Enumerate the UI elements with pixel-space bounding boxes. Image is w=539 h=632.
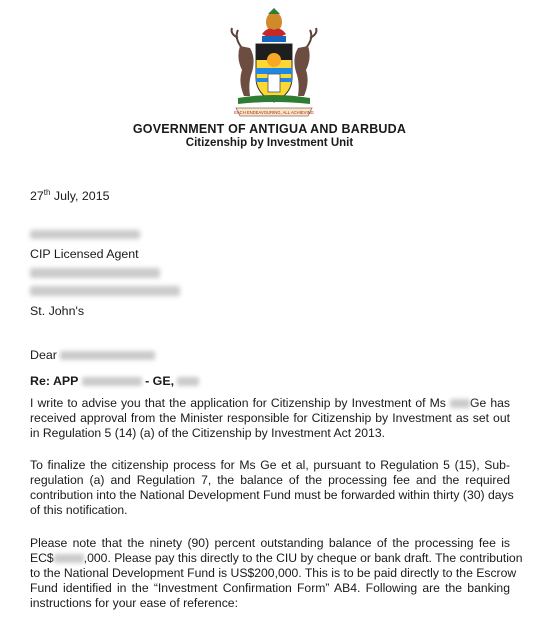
salutation: Dear [30,348,155,362]
paragraph-finalize: To finalize the citizenship process for Ms Ge et al, pursuant to Regulation 5 (15), Sub- regulation (a) and Regulation 7, the balance of the processing fee and the required contribution into the National Development Fund must be forwarded within thirty (30) days of this notification. [30,458,514,517]
paragraph-payment: Please note that the ninety (90) percent outstanding balance of the processing fee is EC$ ,000. Please pay this directly to the CIU by cheque or bank draft. The contribution to the National Development Fund is US$200,000. This is to be paid directly to the Escrow Fund identified in the “Investment Confirmation Form” AB4. Following are the banking instructions for your ease of reference: [30,536,523,610]
subject-line: Re: APP - GE, [30,374,199,388]
recipient-city: St. John's [30,304,85,318]
redacted-address-line2 [30,286,180,296]
letter-date: 27th July, 2015 [30,188,110,204]
government-title: GOVERNMENT OF ANTIGUA AND BARBUDA [132,122,407,136]
unit-title: Citizenship by Investment Unit [185,137,354,149]
motto-text: EACH ENDEAVOURING, ALL ACHIEVING [234,110,314,115]
redacted-address-line1 [30,268,160,278]
paragraph-approval: I write to advise you that the application for Citizenship by Investment of Ms Ge has received approval from the Minister responsible for Citizenship by Investment as set out in Regulation 5 (14) (a) of the Citizenship by Investment Act 2013. [30,396,511,440]
recipient-title: CIP Licensed Agent [30,247,139,261]
redacted-recipient-name [30,230,140,239]
coat-of-arms-emblem [224,8,324,122]
